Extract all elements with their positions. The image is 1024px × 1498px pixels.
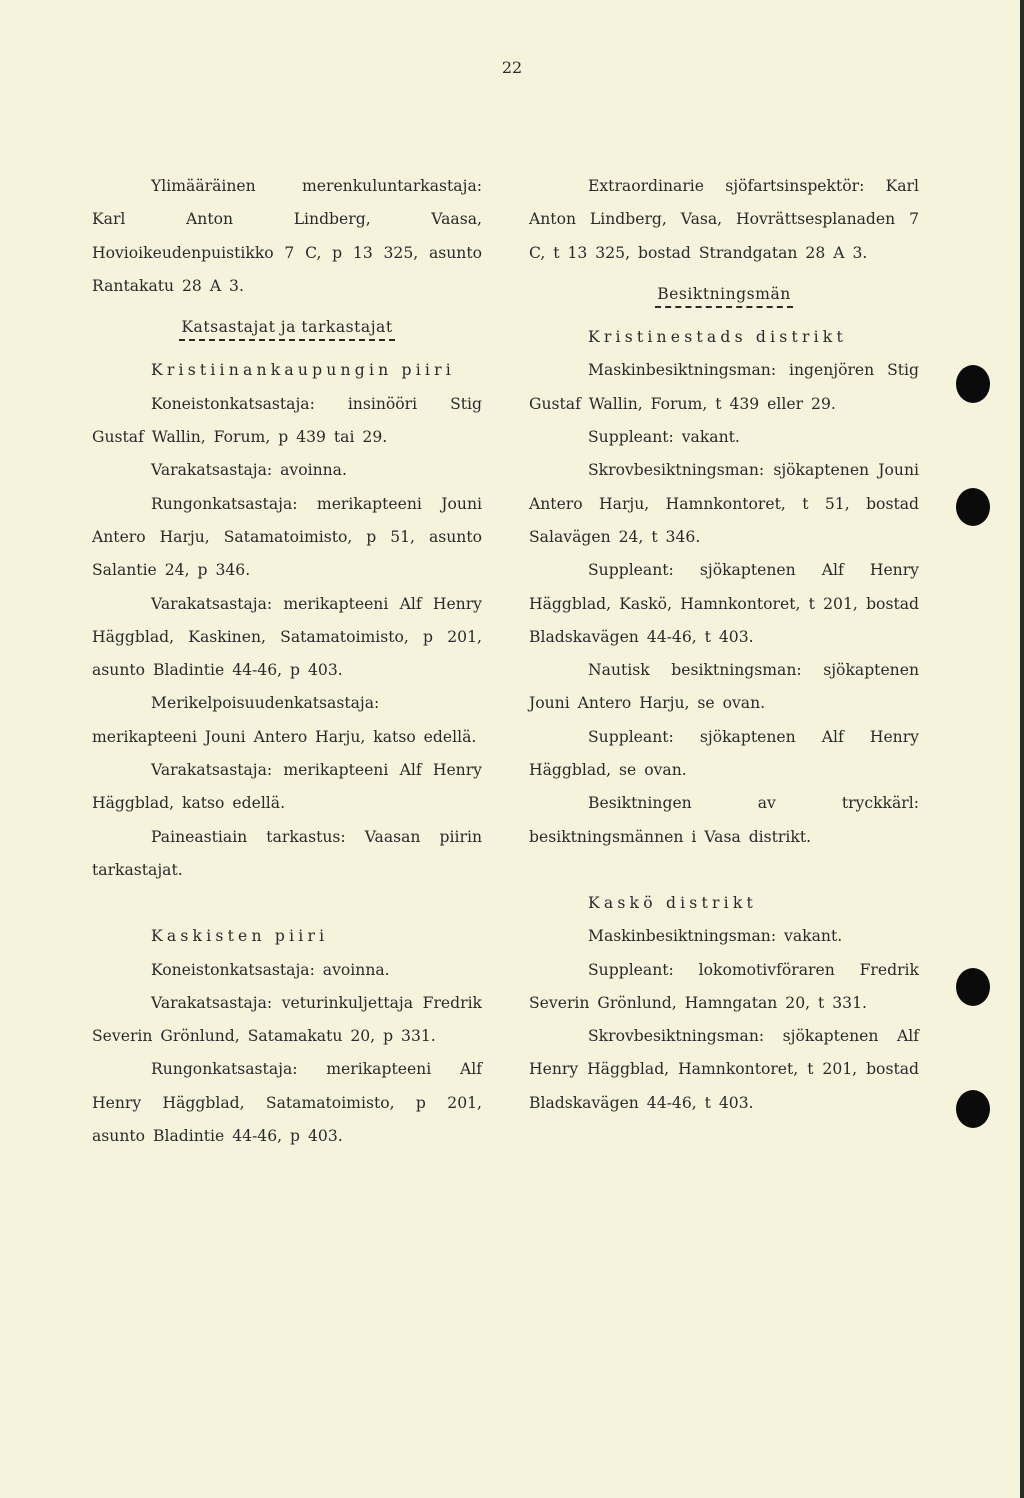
swedish-intro-paragraph: Extraordinarie sjöfartsinspektör: Karl Anton Lindberg, Vasa, Hovrättsesplanaden 7 C, t 13 325, bostad Strandgatan 28 A 3. [529, 177, 919, 262]
swedish-entry: Nautisk besiktningsman: sjökaptenen Jouni Antero Harju, se ovan. [529, 661, 919, 713]
punch-hole [956, 365, 990, 403]
finnish-entry: Rungonkatsastaja: merikapteeni Jouni Antero Harju, Satamatoimisto, p 51, asunto Salantie 24, p 346. [92, 494, 482, 580]
swedish-section-heading: Besiktningsmän [529, 278, 919, 311]
swedish-entry: Besiktningen av tryckkärl: besiktningsmännen i Vasa distrikt. [529, 794, 919, 846]
finnish-entry: Varakatsastaja: avoinna. [151, 461, 347, 480]
page-edge [1020, 0, 1024, 1498]
finnish-district-heading-kristiinankaupunki: Kristiinankaupungin piiri [151, 361, 455, 380]
swedish-entry: Maskinbesiktningsman: ingenjören Stig Gustaf Wallin, Forum, t 439 eller 29. [529, 361, 919, 413]
finnish-entry: Koneistonkatsastaja: insinööri Stig Gustaf Wallin, Forum, p 439 tai 29. [92, 394, 482, 447]
swedish-entry: Maskinbesiktningsman: vakant. [588, 927, 843, 946]
swedish-district-heading-kasko: Kaskö distrikt [588, 893, 757, 912]
swedish-district-heading-kristinestad: Kristinestads distrikt [588, 328, 847, 347]
swedish-entry: Skrovbesiktningsman: sjökaptenen Alf Henry Häggblad, Hamnkontoret, t 201, bostad Bladskavägen 44-46, t 403. [529, 1027, 919, 1112]
finnish-district-heading-kaskinen: Kaskisten piiri [151, 927, 329, 946]
finnish-intro-paragraph: Ylimääräinen merenkuluntarkastaja: Karl Anton Lindberg, Vaasa, Hovioikeudenpuistikko 7 C, p 13 325, asunto Rantakatu 28 A 3. [92, 177, 482, 295]
swedish-entry: Suppleant: sjökaptenen Alf Henry Häggblad, se ovan. [529, 727, 919, 780]
finnish-section-heading: Katsastajat ja tarkastajat [92, 311, 482, 344]
finnish-entry: Koneistonkatsastaja: avoinna. [151, 960, 390, 979]
punch-hole [956, 968, 990, 1006]
punch-hole [956, 488, 990, 526]
swedish-entry: Suppleant: lokomotivföraren Fredrik Severin Grönlund, Hamngatan 20, t 331. [529, 960, 919, 1012]
finnish-entry: Varakatsastaja: merikapteeni Alf Henry Häggblad, Kaskinen, Satamatoimisto, p 201, asunto Bladintie 44-46, p 403. [92, 594, 482, 680]
swedish-column [529, 170, 919, 1120]
swedish-entry: Suppleant: vakant. [588, 428, 740, 447]
punch-hole [956, 1090, 990, 1128]
finnish-entry: Varakatsastaja: merikapteeni Alf Henry Häggblad, katso edellä. [92, 761, 482, 813]
finnish-entry: Merikelpoisuudenkatsastaja: merikapteeni Jouni Antero Harju, katso edellä. [92, 694, 477, 746]
page-number: 22 [501, 58, 523, 77]
finnish-entry: Rungonkatsastaja: merikapteeni Alf Henry Häggblad, Satamatoimisto, p 201, asunto Bladintie 44-46, p 403. [92, 1060, 482, 1146]
swedish-entry: Skrovbesiktningsman: sjökaptenen Jouni Antero Harju, Hamnkontoret, t 51, bostad Salavägen 24, t 346. [529, 461, 919, 546]
finnish-entry: Paineastiain tarkastus: Vaasan piirin tarkastajat. [92, 827, 482, 879]
finnish-entry: Varakatsastaja: veturinkuljettaja Fredrik Severin Grönlund, Satamakatu 20, p 331. [92, 993, 482, 1046]
swedish-entry: Suppleant: sjökaptenen Alf Henry Häggblad, Kaskö, Hamnkontoret, t 201, bostad Bladskavägen 44-46, t 403. [529, 561, 919, 646]
finnish-column [92, 170, 482, 1153]
